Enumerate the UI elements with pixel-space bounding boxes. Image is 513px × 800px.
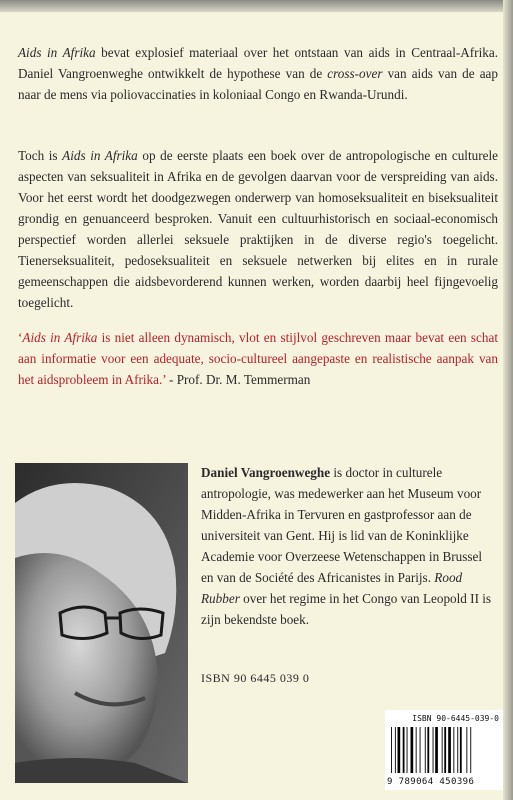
intro-text-end: van aids van de aap naar de mens via poliovaccinaties in koloniaal Congo en Rwanda-Urundi. — [18, 66, 498, 102]
isbn-number: ISBN 90 6445 039 0 — [201, 671, 310, 685]
barcode-box — [385, 710, 503, 790]
body-lead: Toch is — [18, 148, 63, 163]
barcode-bars — [389, 727, 499, 773]
author-name: Daniel Vangroenweghe — [201, 465, 331, 480]
bio-text: is doctor in culturele antropologie, was medewerker aan het Museum voor Midden-Afrika in Tervuren en gastprofessor aan de universiteit van Gent. Hij is lid van de Koninklijke Academie voor Overzeese Wetenschappen in Brussel en van de Société des Africanistes in Parijs. — [201, 465, 483, 585]
barcode-isbn: ISBN 90-6445-039-0 — [412, 714, 499, 723]
book-title: Aids in Afrika — [18, 45, 96, 60]
quote-source: - Prof. Dr. M. Temmerman — [165, 372, 311, 387]
author-photo — [15, 463, 188, 783]
body-paragraph — [18, 145, 498, 313]
other-book-title: Rood Rubber — [201, 570, 463, 606]
book-title: Aids in Afrika — [62, 148, 138, 163]
barcode-digits: 9 789064 450396 — [387, 777, 475, 787]
review-quote — [18, 327, 498, 390]
intro-text: bevat explosief materiaal over het ontstaan van aids in Centraal-Afrika. Daniel Vangroenweghe ontwikkelt de hypothese van de — [18, 45, 498, 81]
bio-text-end: over het regime in het Congo van Leopold II is zijn bekendste boek. — [201, 591, 492, 627]
intro-paragraph — [18, 42, 498, 105]
quote-open: ‘ — [18, 330, 23, 345]
book-title: Aids in Afrika — [22, 330, 98, 345]
author-bio — [201, 462, 497, 630]
quote-text: is niet alleen dynamisch, vlot en stijlvol geschreven maar bevat een schat aan informatie voor een adequate, socio-cultureel aangepaste en realistische aanpak van het aidsprobleem in Afrika.’ — [18, 330, 498, 387]
crossover-term: cross-over — [327, 66, 383, 81]
body-text: op de eerste plaats een boek over de antropologische en culturele aspecten van seksualiteit in Afrika en de gevolgen daarvan voor de verspreiding van aids. Voor het eerst wordt het doodgezwegen onderwerp van homoseksualiteit en biseksualiteit grondig en genuanceerd besproken. Vanuit een cultuurhistorisch en sociaal-economisch perspectief worden allerlei seksuele praktijken in de diverse regio's toegelicht. Tienerseksualiteit, pedoseksualiteit en seksuele netwerken bij elites en in rurale gemeenschappen die aidsbevorderend kunnen werken, worden daarbij heel fijngevoelig toegelicht. — [18, 148, 498, 310]
spine-edge — [503, 0, 513, 800]
top-edge-shadow — [0, 0, 513, 12]
